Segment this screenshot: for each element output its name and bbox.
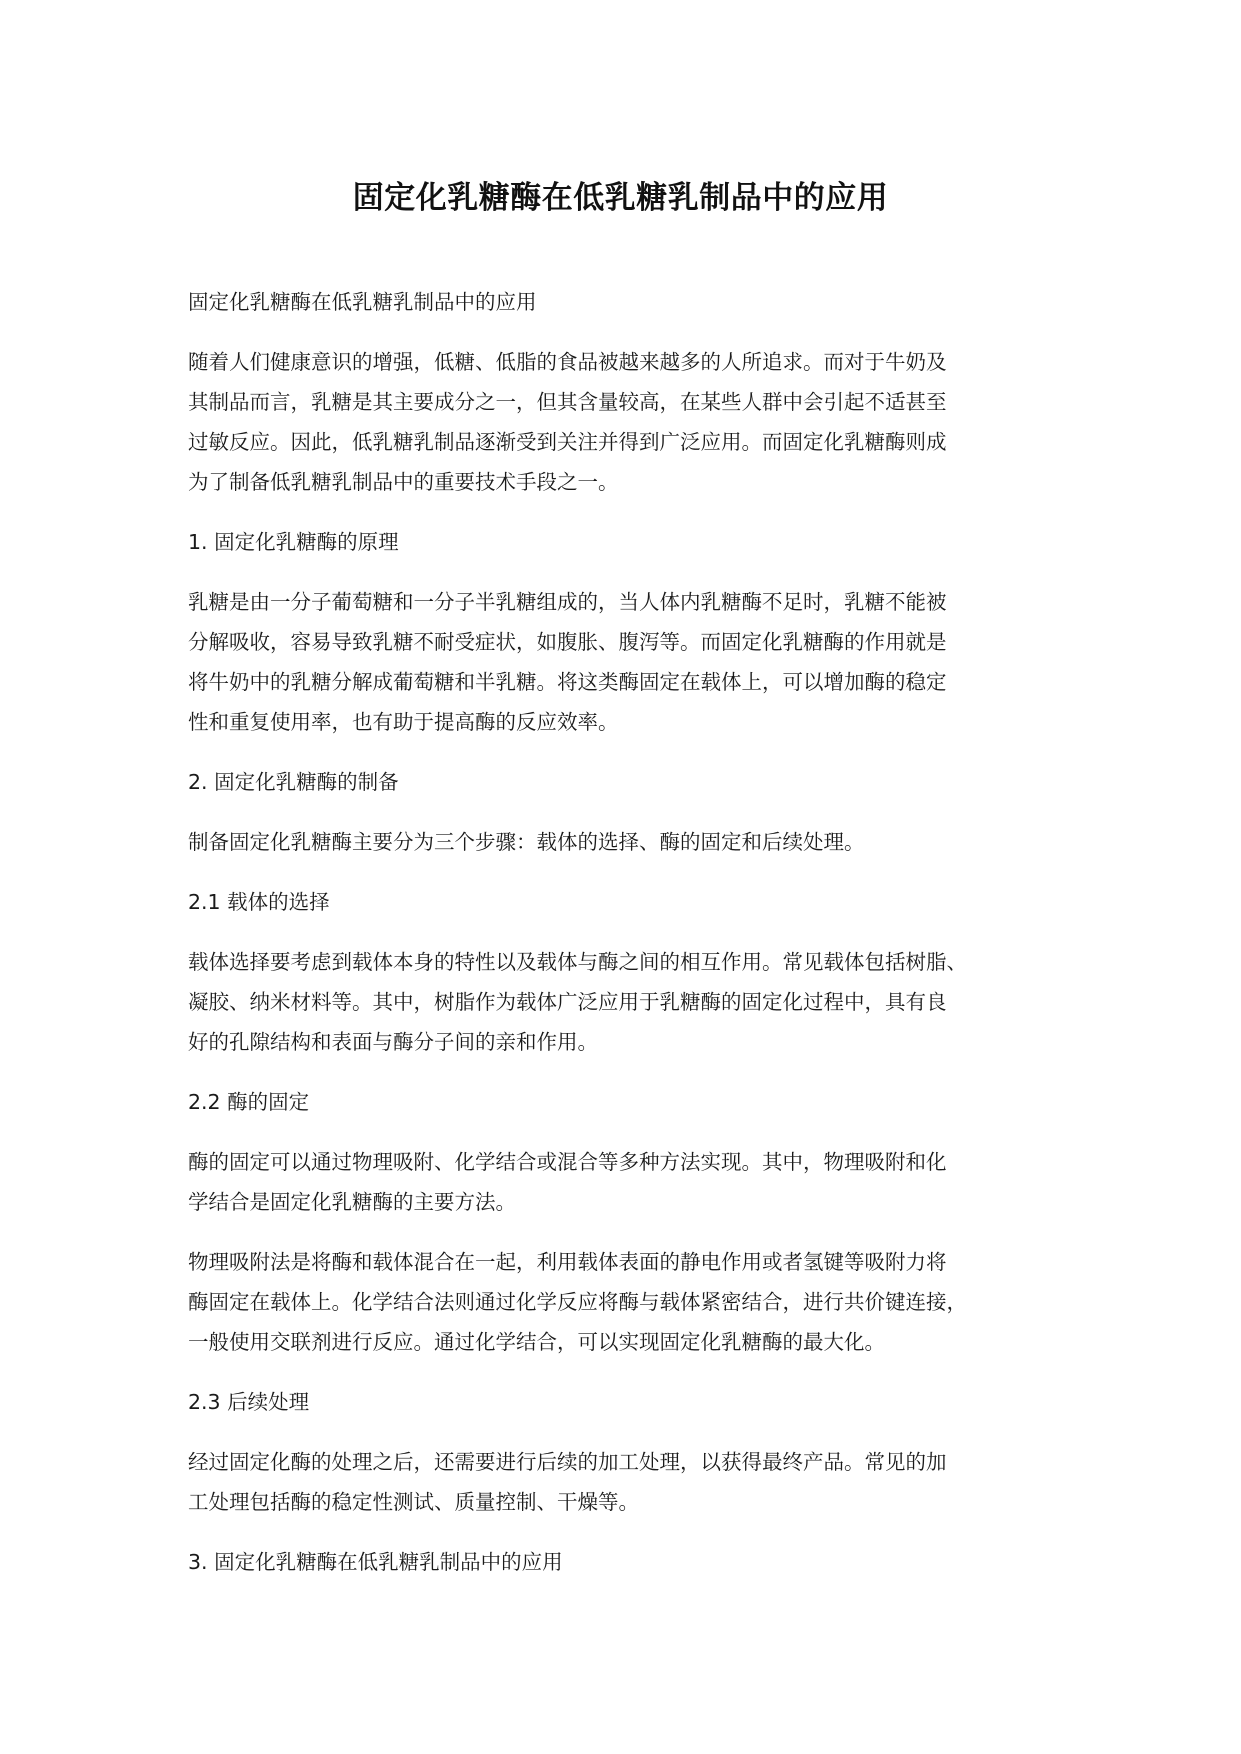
section-heading-1: 1. 固定化乳糖酶的原理	[188, 530, 399, 554]
section-2-3-paragraph	[188, 1442, 1088, 1522]
text-line: 其制品而言，乳糖是其主要成分之一，但其含量较高，在某些人群中会引起不适甚至	[188, 390, 947, 414]
text-line: 经过固定化酶的处理之后，还需要进行后续的加工处理，以获得最终产品。常见的加	[188, 1450, 947, 1474]
section-heading-2-3: 2.3 后续处理	[188, 1390, 310, 1414]
section-2-2-paragraph-a	[188, 1142, 1088, 1222]
section-heading-2: 2. 固定化乳糖酶的制备	[188, 770, 399, 794]
text-line: 过敏反应。因此，低乳糖乳制品逐渐受到关注并得到广泛应用。而固定化乳糖酶则成	[188, 430, 947, 454]
text-line: 乳糖是由一分子葡萄糖和一分子半乳糖组成的，当人体内乳糖酶不足时，乳糖不能被	[188, 590, 947, 614]
text-line: 一般使用交联剂进行反应。通过化学结合，可以实现固定化乳糖酶的最大化。	[188, 1330, 885, 1354]
subtitle-line: 固定化乳糖酶在低乳糖乳制品中的应用	[188, 290, 537, 314]
text-line: 酶固定在载体上。化学结合法则通过化学反应将酶与载体紧密结合，进行共价键连接，	[188, 1290, 967, 1314]
text-line: 凝胶、纳米材料等。其中，树脂作为载体广泛应用于乳糖酶的固定化过程中，具有良	[188, 990, 947, 1014]
text-line: 好的孔隙结构和表面与酶分子间的亲和作用。	[188, 1030, 598, 1054]
text-line: 工处理包括酶的稳定性测试、质量控制、干燥等。	[188, 1490, 639, 1514]
section-1-paragraph	[188, 582, 1088, 742]
text-line: 分解吸收，容易导致乳糖不耐受症状，如腹胀、腹泻等。而固定化乳糖酶的作用就是	[188, 630, 947, 654]
section-2-1-paragraph	[188, 942, 1088, 1062]
text-line: 物理吸附法是将酶和载体混合在一起，利用载体表面的静电作用或者氢键等吸附力将	[188, 1250, 947, 1274]
text-line: 为了制备低乳糖乳制品中的重要技术手段之一。	[188, 470, 619, 494]
text-line: 载体选择要考虑到载体本身的特性以及载体与酶之间的相互作用。常见载体包括树脂、	[188, 950, 967, 974]
section-heading-2-1: 2.1 载体的选择	[188, 890, 330, 914]
section-heading-2-2: 2.2 酶的固定	[188, 1090, 310, 1114]
section-2-paragraph	[188, 822, 1088, 862]
text-line: 将牛奶中的乳糖分解成葡萄糖和半乳糖。将这类酶固定在载体上，可以增加酶的稳定	[188, 670, 947, 694]
document-body	[188, 282, 1088, 1602]
intro-paragraph	[188, 342, 1088, 502]
text-line: 制备固定化乳糖酶主要分为三个步骤：载体的选择、酶的固定和后续处理。	[188, 830, 865, 854]
text-line: 随着人们健康意识的增强，低糖、低脂的食品被越来越多的人所追求。而对于牛奶及	[188, 350, 947, 374]
text-line: 酶的固定可以通过物理吸附、化学结合或混合等多种方法实现。其中，物理吸附和化	[188, 1150, 947, 1174]
section-2-2-paragraph-b	[188, 1242, 1088, 1362]
text-line: 学结合是固定化乳糖酶的主要方法。	[188, 1190, 516, 1214]
section-heading-3: 3. 固定化乳糖酶在低乳糖乳制品中的应用	[188, 1550, 563, 1574]
document-title: 固定化乳糖酶在低乳糖乳制品中的应用	[352, 180, 889, 216]
text-line: 性和重复使用率，也有助于提高酶的反应效率。	[188, 710, 619, 734]
